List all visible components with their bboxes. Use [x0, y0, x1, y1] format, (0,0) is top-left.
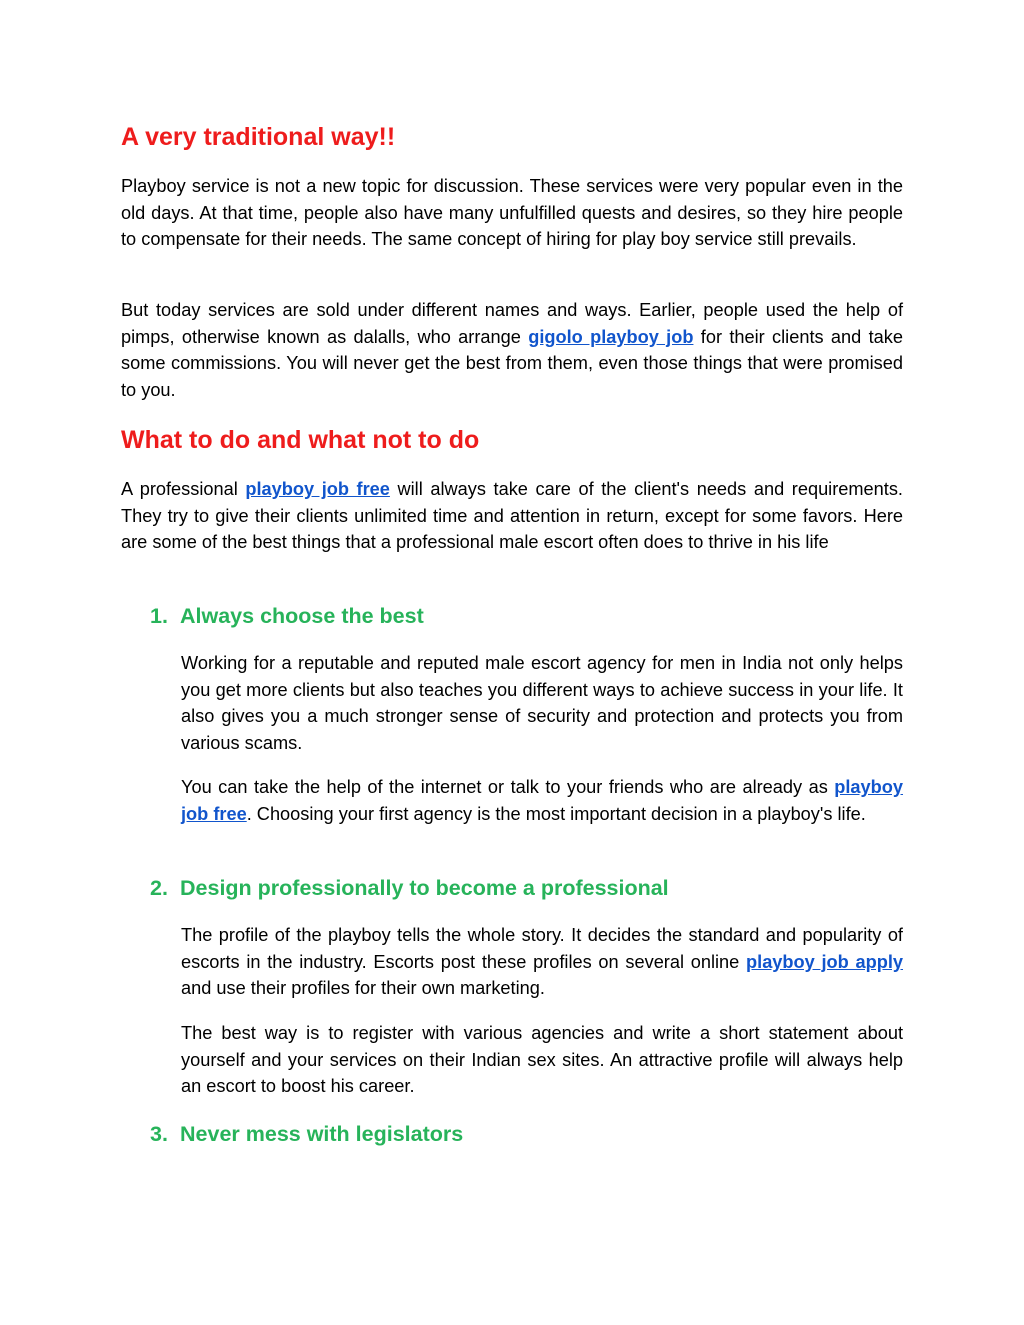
- text-segment: . Choosing your first agency is the most important decision in a playboy's life.: [246, 803, 866, 824]
- list-item-heading-2: [150, 874, 669, 902]
- link-playboy-job-free[interactable]: playboy job free: [245, 479, 390, 499]
- text-segment: A professional: [121, 479, 246, 499]
- paragraph-register: The best way is to register with various agencies and write a short statement about yourself and your services on their Indian sex sites. An attractive profile will always help an escort to boost his career.: [181, 1023, 903, 1097]
- list-item-title: Design professionally to become a professional: [180, 876, 669, 900]
- heading-traditional-way: A very traditional way!!: [121, 123, 396, 151]
- paragraph-first-agency: [181, 774, 903, 827]
- text-segment: But today services are sold under different names and ways. Earlier, people used the help of pimps, otherwise known as dalalls, who arrange: [121, 300, 903, 347]
- paragraph-profile: [181, 922, 903, 1002]
- paragraph-today-services: [121, 297, 903, 403]
- list-item-heading-1: [150, 602, 424, 630]
- text-segment: for their clients and take some commissions. You will never get the best from them, even those things that were promised to you.: [121, 326, 903, 400]
- list-number: 1.: [150, 604, 168, 628]
- list-item-title: Never mess with legislators: [180, 1122, 464, 1146]
- link-gigolo-playboy-job[interactable]: gigolo playboy job: [528, 326, 694, 347]
- link-playboy-job-free-2[interactable]: playboy job free: [181, 777, 903, 824]
- heading-what-to-do: What to do and what not to do: [121, 426, 480, 454]
- paragraph-reputable-agency: Working for a reputable and reputed male escort agency for men in India not only helps you get more clients but also teaches you different ways to achieve success in your life. It also gives you a much stronger sense of security and protection and protects you from various scams.: [181, 653, 903, 753]
- text-segment: and use their profiles for their own marketing.: [181, 978, 545, 999]
- link-playboy-job-apply[interactable]: playboy job apply: [746, 951, 903, 972]
- list-number: 2.: [150, 876, 168, 900]
- text-segment: The profile of the playboy tells the whole story. It decides the standard and popularity of escorts in the industry. Escorts post these profiles on several online: [181, 925, 903, 972]
- list-number: 3.: [150, 1122, 168, 1146]
- paragraph-history: Playboy service is not a new topic for discussion. These services were very popular even in the old days. At that time, people also have many unfulfilled quests and desires, so they hire people to compensate for their needs. The same concept of hiring for play boy service still prevails.: [121, 176, 903, 250]
- list-item-heading-3: [150, 1120, 463, 1148]
- text-segment: will always take care of the client's needs and requirements. They try to give their clients unlimited time and attention in return, except for some favors. Here are some of the best things that a professional male escort often does to thrive in his life: [121, 479, 903, 553]
- text-segment: You can take the help of the internet or talk to your friends who are already as: [181, 777, 835, 797]
- paragraph-professional: [121, 476, 903, 556]
- list-item-title: Always choose the best: [180, 604, 424, 628]
